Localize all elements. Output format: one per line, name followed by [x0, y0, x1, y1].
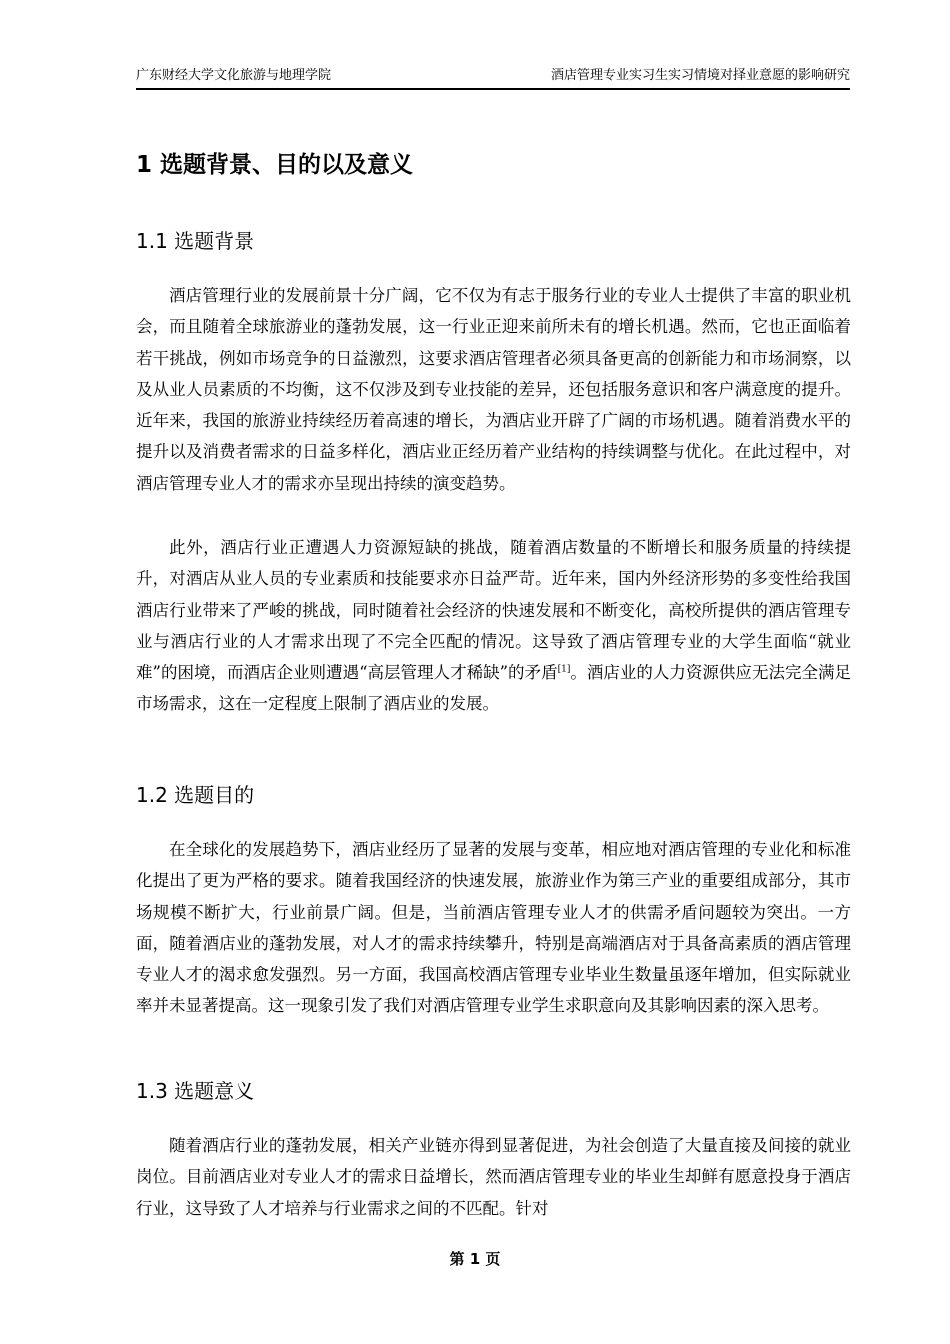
header-thesis-title: 酒店管理专业实习生实习情境对择业意愿的影响研究: [550, 68, 850, 83]
paragraph-significance: 随着酒店行业的蓬勃发展，相关产业链亦得到显著促进，为社会创造了大量直接及间接的就业岗位。目前酒店业对专业人才的需求日益增长，然而酒店管理专业的毕业生却鲜有愿意投身于酒店行业，这导致了人才培养与行业需求之间的不匹配。针对: [136, 1136, 851, 1218]
paragraph-background-2: [136, 532, 851, 720]
header-institution: 广东财经大学文化旅游与地理学院: [136, 68, 332, 83]
paragraph-background-2-text: 此外，酒店行业正遭遇人力资源短缺的挑战，随着酒店数量的不断增长和服务质量的持续提升，对酒店从业人员的专业素质和技能要求亦日益严苛。近年来，国内外经济形势的多变性给我国酒店行业带来了严峻的挑战，同时随着社会经济的快速发展和不断变化，高校所提供的酒店管理专业与酒店行业的人才需求出现了不完全匹配的情况。这导致了酒店管理专业的大学生面临“就业难”的困境，而酒店企业则遭遇“高层管理人才稀缺”的矛盾: [136, 538, 851, 683]
section-heading-1-1: 1.1 选题背景: [136, 229, 255, 253]
section-heading-1-2: 1.2 选题目的: [136, 783, 255, 807]
section-heading-1-3: 1.3 选题意义: [136, 1079, 255, 1103]
page-header: [136, 64, 850, 90]
paragraph-background-1: 酒店管理行业的发展前景十分广阔，它不仅为有志于服务行业的专业人士提供了丰富的职业机会，而且随着全球旅游业的蓬勃发展，这一行业正迎来前所未有的增长机遇。然而，它也正面临着若干挑战，例如市场竞争的日益激烈，这要求酒店管理者必须具备更高的创新能力和市场洞察，以及从业人员素质的不均衡，这不仅涉及到专业技能的差异，还包括服务意识和客户满意度的提升。近年来，我国的旅游业持续经历着高速的增长，为酒店业开辟了广阔的市场机遇。随着消费水平的提升以及消费者需求的日益多样化，酒店业正经历着产业结构的持续调整与优化。在此过程中，对酒店管理专业人才的需求亦呈现出持续的演变趋势。: [136, 286, 851, 493]
chapter-title: 1 选题背景、目的以及意义: [136, 152, 414, 178]
page-number: 第 1 页: [449, 1250, 501, 1268]
paragraph-purpose: 在全球化的发展趋势下，酒店业经历了显著的发展与变革，相应地对酒店管理的专业化和标准化提出了更为严格的要求。随着我国经济的快速发展，旅游业作为第三产业的重要组成部分，其市场规模不断扩大，行业前景广阔。但是，当前酒店管理专业人才的供需矛盾问题较为突出。一方面，随着酒店业的蓬勃发展，对人才的需求持续攀升，特别是高端酒店对于具备高素质的酒店管理专业人才的渴求愈发强烈。另一方面，我国高校酒店管理专业毕业生数量虽逐年增加，但实际就业率并未显著提高。这一现象引发了我们对酒店管理专业学生求职意向及其影响因素的深入思考。: [136, 840, 851, 1016]
paragraph-background-2-tail: 。酒店业的人力资源供应无法完全满足市场需求，这在一定程度上限制了酒店业的发展。: [136, 663, 851, 714]
citation-marker: [1]: [557, 664, 571, 675]
